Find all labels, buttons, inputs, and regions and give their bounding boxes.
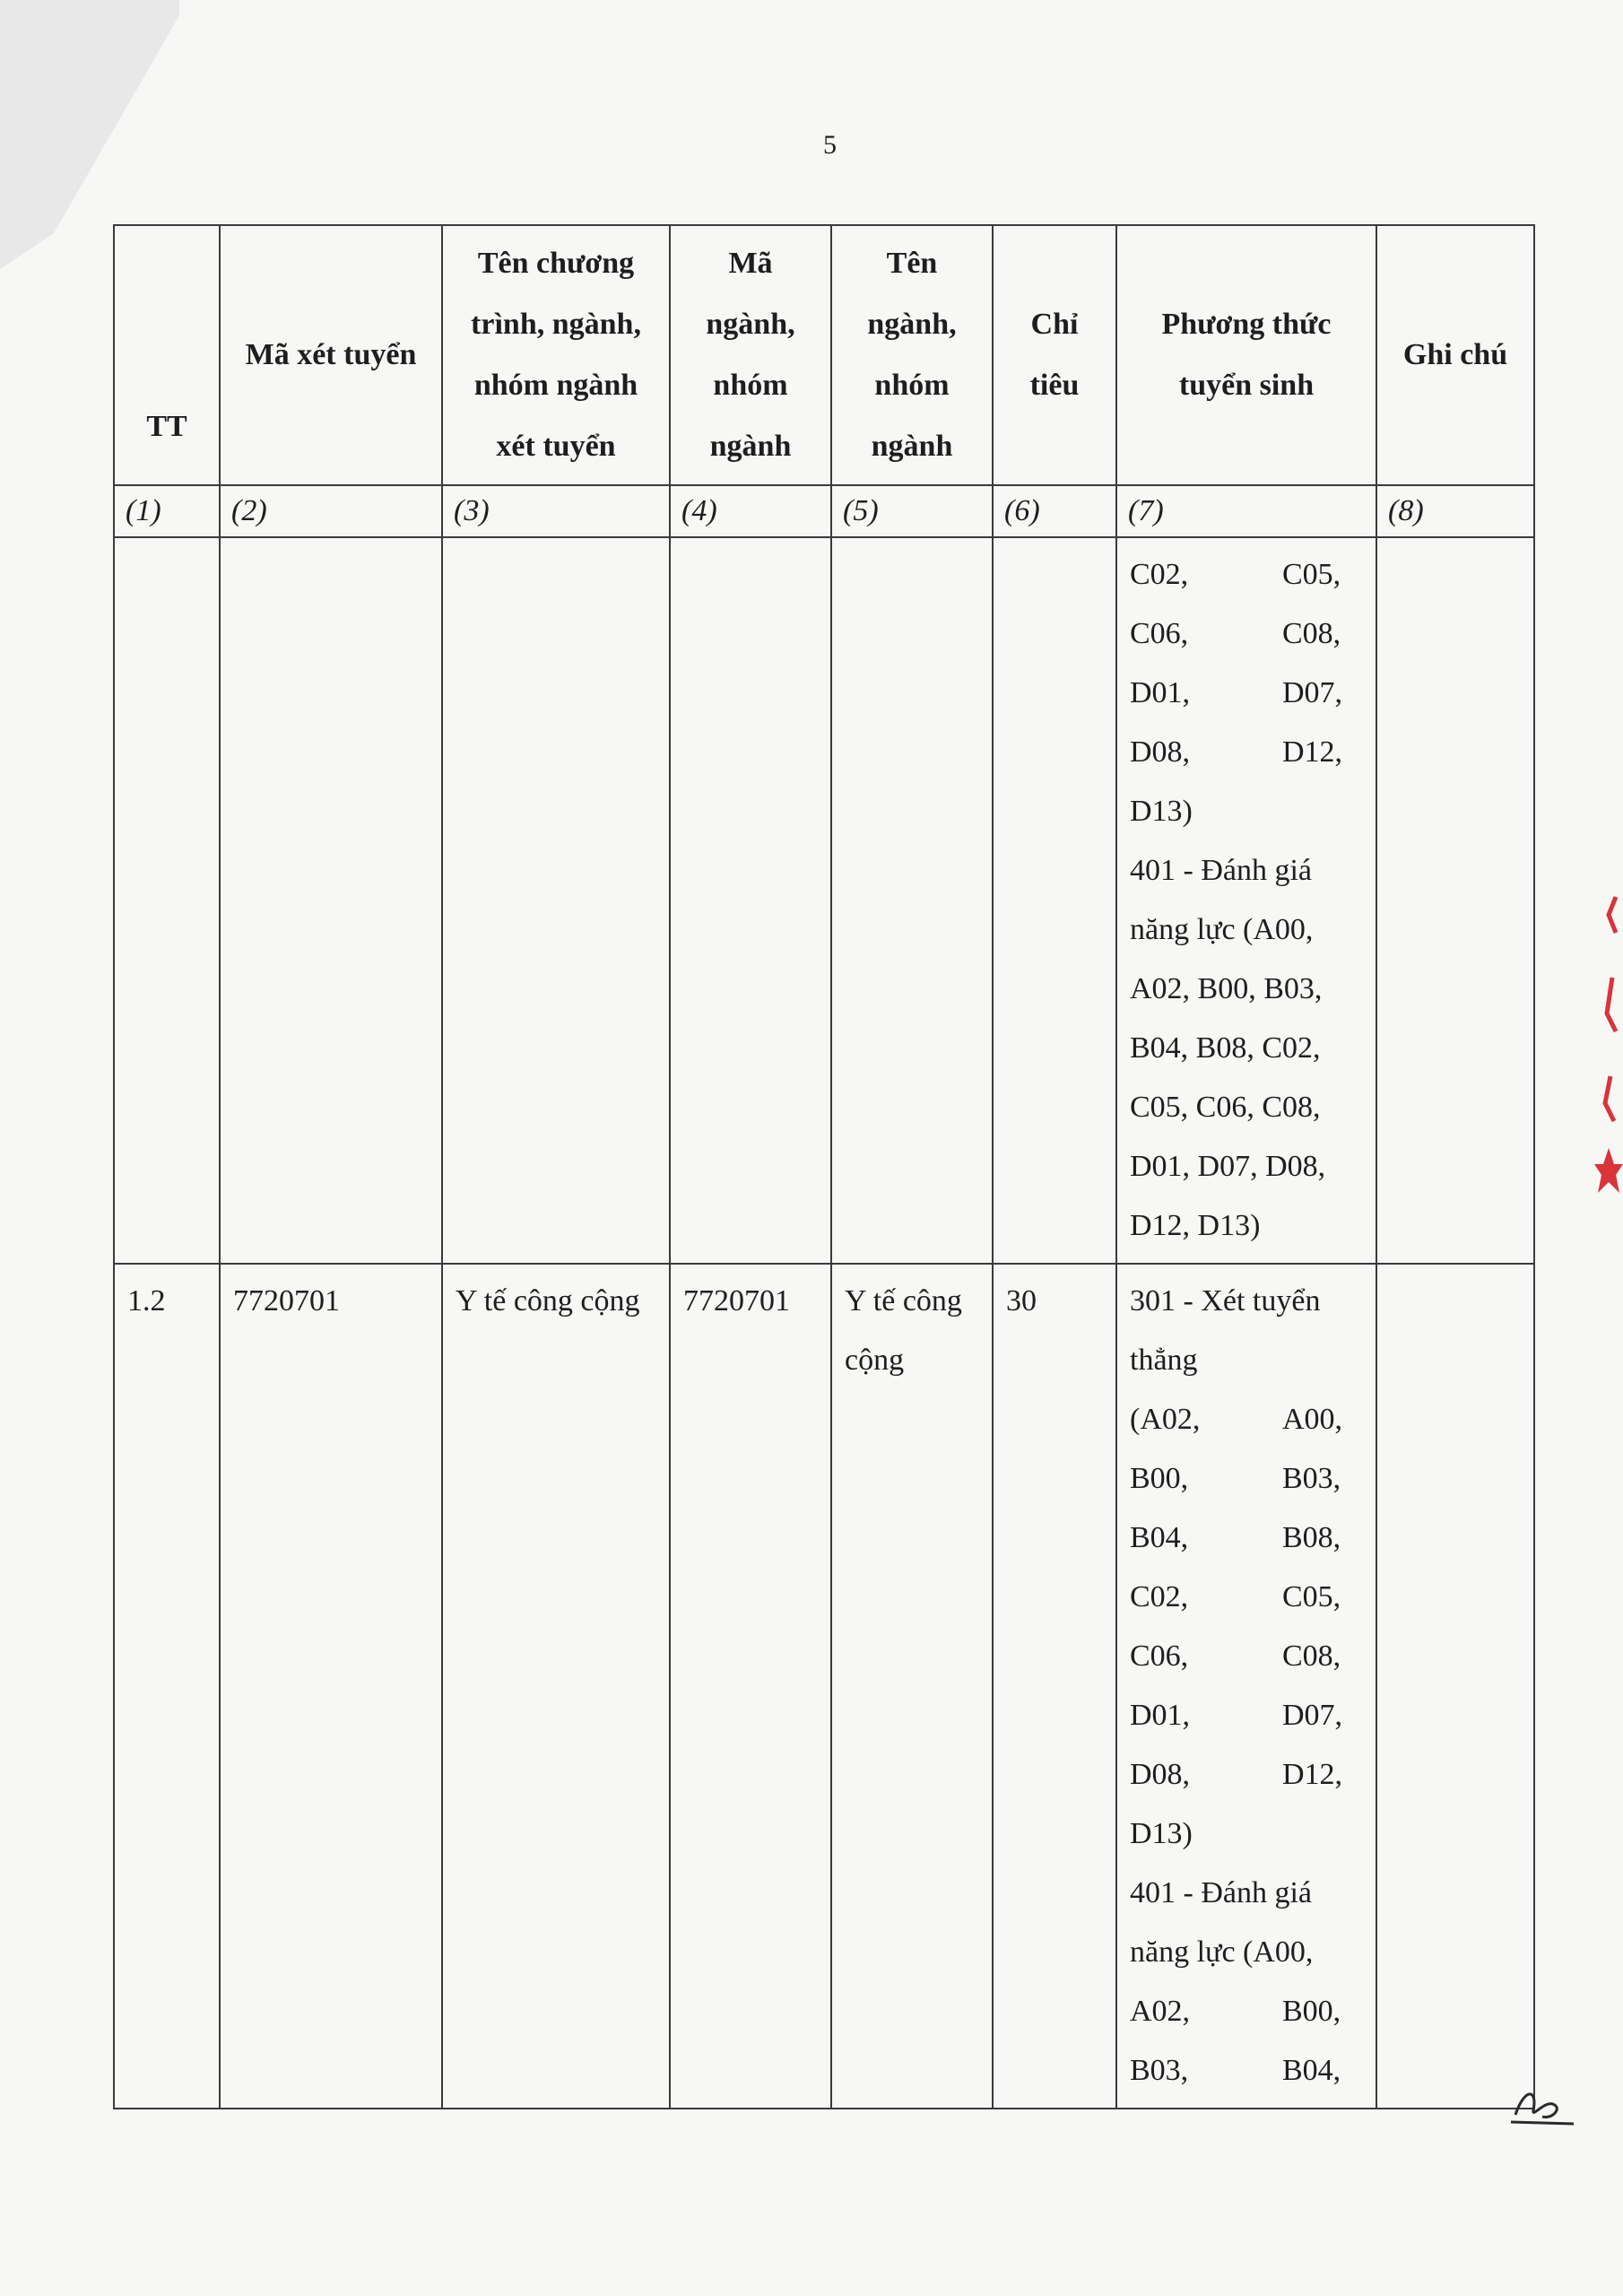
method-code: B00, [1282,1995,1341,2028]
header-row [114,225,1534,485]
method-cell [1116,1264,1376,2109]
row-ma-nganh: 7720701 [670,1264,831,2109]
cell-empty [993,537,1116,1264]
header-ma-nganh: Mã ngành, nhóm ngành [670,225,831,485]
header-phuong-thuc: Phương thức tuyển sinh [1116,225,1376,485]
header-tt: TT [114,225,220,485]
method-code: B00, [1130,1462,1189,1495]
cell-empty [831,537,993,1264]
continuation-row [114,537,1534,1264]
row-chi-tieu: 30 [993,1264,1116,2109]
page-number: 5 [823,130,837,160]
method-401-text: 401 - Đánh giá năng lực (A00, [1130,1876,1314,1969]
method-code: C05, [1282,558,1341,591]
header-ghi-chu: Ghi chú [1376,225,1534,485]
method-code: C05, [1282,1580,1341,1613]
column-number: (7) [1116,485,1376,537]
method-code: B04, [1130,1521,1189,1554]
method-code: D01, [1130,1699,1191,1732]
column-number: (2) [220,485,442,537]
column-number: (5) [831,485,993,537]
row-ma-xet-tuyen: 7720701 [220,1264,442,2109]
method-code: B04, [1282,2054,1341,2087]
method-301-title: 301 - Xét tuyển thẳng [1130,1284,1321,1377]
header-chi-tieu: Chỉ tiêu [993,225,1116,485]
admission-table [113,224,1535,2109]
method-code: C06, [1130,617,1189,650]
method-code-tail: D13) [1130,1817,1193,1850]
row-tt: 1.2 [114,1264,220,2109]
method-code-grid [1130,1982,1363,2100]
row-ten-chuong-trinh: Y tế công cộng [442,1264,670,2109]
cell-empty [114,537,220,1264]
method-code-tail: D13) [1130,795,1193,828]
header-ten-nganh: Tên ngành, nhóm ngành [831,225,993,485]
stamp-fragment [1589,879,1623,1202]
method-code: D12, [1282,735,1343,769]
method-cell [1116,537,1376,1264]
method-code: D01, [1130,676,1191,709]
method-code: D08, [1130,1758,1191,1791]
row-ghi-chu [1376,1264,1534,2109]
row-ten-nganh: Y tế công cộng [831,1264,993,2109]
column-number-row [114,485,1534,537]
method-code: D07, [1282,676,1343,709]
header-ma-xet-tuyen: Mã xét tuyển [220,225,442,485]
method-code: B03, [1282,1462,1341,1495]
method-code: C08, [1282,617,1341,650]
table-row [114,1264,1534,2109]
method-code: D07, [1282,1699,1343,1732]
column-number: (3) [442,485,670,537]
method-401-text: 401 - Đánh giá năng lực (A00, A02, B00, B03, B04, B08, C02, C05, C06, C08, D01, D07, D08, D12, D13) [1130,854,1326,1242]
method-code: A02, [1130,1995,1191,2028]
method-code: D08, [1130,735,1191,769]
column-number: (8) [1376,485,1534,537]
method-code: B08, [1282,1521,1341,1554]
cell-empty [220,537,442,1264]
method-code: C02, [1130,1580,1189,1613]
method-code: A00, [1282,1403,1343,1436]
method-code: B03, [1130,2054,1189,2087]
cell-empty [670,537,831,1264]
cell-empty [442,537,670,1264]
method-code: C08, [1282,1639,1341,1673]
column-number: (6) [993,485,1116,537]
method-code-grid [1130,1390,1363,1805]
method-code: C02, [1130,558,1189,591]
column-number: (4) [670,485,831,537]
method-code-grid [1130,545,1363,782]
cell-empty [1376,537,1534,1264]
initial-signature [1506,2079,1578,2133]
column-number: (1) [114,485,220,537]
method-code: D12, [1282,1758,1343,1791]
header-ten-chuong-trinh: Tên chương trình, ngành, nhóm ngành xét tuyển [442,225,670,485]
method-code: C06, [1130,1639,1189,1673]
method-code: (A02, [1130,1403,1201,1436]
